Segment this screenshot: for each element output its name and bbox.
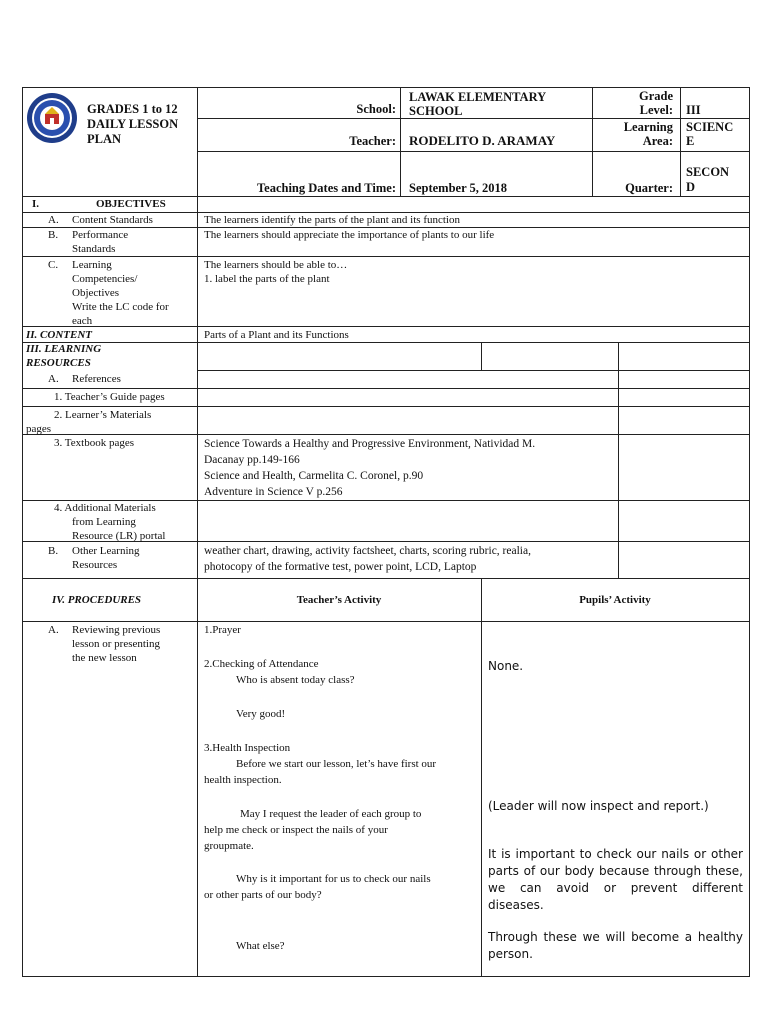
teacher-what-else: What else? [236,940,285,952]
table-right-border [749,87,750,977]
competencies-value-line2: 1. label the parts of the plant [204,273,330,285]
references-label: References [72,373,121,385]
objectives-number: I. [32,198,40,210]
teacher-attendance: 2.Checking of Attendance [204,658,319,670]
content-value: Parts of a Plant and its Functions [204,329,349,341]
dates-value: September 5, 2018 [409,181,508,195]
grade-label-line1: Grade [638,89,673,103]
row-divider [22,578,750,579]
header-column-divider [592,87,593,196]
procedure-a-line3: the new lesson [72,652,137,664]
teacher-request-line3: groupmate. [204,840,254,852]
other-resources-value-line1: weather chart, drawing, activity factsheet, charts, scoring rubric, realia, [204,545,531,557]
teacher-request-line1: May I request the leader of each group to [240,808,422,820]
teachers-activity-column-header: Teacher’s Activity [296,594,382,606]
teacher-prayer: 1.Prayer [204,624,241,636]
content-heading: II. CONTENT [26,329,93,341]
deped-seal-logo [26,92,78,144]
plan-title-line2: DAILY LESSON [87,117,179,131]
teacher-before-line2: health inspection. [204,774,282,786]
performance-letter: B. [48,229,59,241]
textbook-line2: Dacanay pp.149-166 [204,454,300,466]
school-value-line1: LAWAK ELEMENTARY [409,90,547,104]
content-standards-value: The learners identify the parts of the plant and its function [204,214,460,226]
procedures-heading: IV. PROCEDURES [52,594,142,606]
row-divider [22,326,750,327]
header-row-divider [197,118,750,119]
teacher-value: RODELITO D. ARAMAY [409,133,556,148]
other-resources-line2: Resources [72,559,118,571]
other-resources-letter: B. [48,545,59,557]
competencies-line2: Competencies/ [72,273,138,285]
competencies-line1: Learning [72,259,112,271]
header-column-divider [680,87,681,196]
competencies-value-line1: The learners should be able to… [204,259,348,271]
pupils-leader-report: (Leader will now inspect and report.) [488,799,709,813]
row-divider [22,434,750,435]
area-value-line2: E [686,134,695,148]
competencies-line5: each [72,315,93,327]
content-standards-label: Content Standards [72,214,153,226]
pupils-through-answer: Through these we will become a healthy person. [488,930,743,961]
teacher-before-line1: Before we start our lesson, let’s have first our [236,758,437,770]
resources-heading-line2: RESOURCES [26,357,91,369]
teacher-why-line2: or other parts of our body? [204,889,322,901]
competencies-line4: Write the LC code for [72,301,169,313]
row-divider [22,621,750,622]
quarter-value-line2: D [686,180,696,194]
plan-title-line3: PLAN [87,132,122,146]
school-label: School: [356,102,396,116]
additional-materials-line2: from Learning [72,516,136,528]
performance-label-line2: Standards [72,243,116,255]
resources-heading-line1: III. LEARNING [26,343,102,355]
textbook-line1: Science Towards a Healthy and Progressive Environment, Natividad M. [204,438,536,450]
row-divider [22,342,750,343]
teacher-health-inspection: 3.Health Inspection [204,742,291,754]
plan-title-line1: GRADES 1 to 12 [87,102,178,116]
pupils-none: None. [488,659,524,673]
textbook-line3: Science and Health, Carmelita C. Coronel, p.90 [204,470,424,482]
header-row-divider [197,151,750,152]
procedure-a-line1: Reviewing previous [72,624,161,636]
teacher-label: Teacher: [349,134,396,148]
row-divider [22,256,750,257]
table-bottom-border [22,976,750,977]
teacher-very-good: Very good! [236,708,286,720]
learners-materials-label-line2: pages [26,423,52,435]
dates-label: Teaching Dates and Time: [256,181,396,195]
column-divider [618,342,619,578]
table-top-border [22,87,750,88]
area-label-line2: Area: [642,134,673,148]
references-letter: A. [48,373,59,385]
row-divider [197,370,750,371]
objectives-heading: OBJECTIVES [96,198,166,210]
school-value-line2: SCHOOL [409,104,463,118]
other-resources-line1: Other Learning [72,545,140,557]
teachers-guide-label: 1. Teacher’s Guide pages [54,391,165,403]
textbook-label: 3. Textbook pages [54,437,134,449]
area-label-line1: Learning [623,120,673,134]
teacher-why-line1: Why is it important for us to check our nails [236,873,431,885]
other-resources-value-line2: photocopy of the formative test, power point, LCD, Laptop [204,561,477,573]
procedure-a-letter: A. [48,624,59,636]
column-divider [481,342,482,370]
performance-label-line1: Performance [72,229,129,241]
additional-materials-line3: Resource (LR) portal [72,530,166,542]
content-standards-letter: A. [48,214,59,226]
area-value-line1: SCIENC [686,120,734,134]
teacher-absent-question: Who is absent today class? [236,674,355,686]
textbook-line4: Adventure in Science V p.256 [204,486,343,498]
teacher-request-line2: help me check or inspect the nails of your [204,824,388,836]
procedure-a-line2: lesson or presenting [72,638,160,650]
header-column-divider [400,87,401,196]
column-divider [197,87,198,977]
row-divider [22,388,750,389]
learners-materials-label-line1: 2. Learner’s Materials [54,409,152,421]
grade-value: III [686,103,701,117]
column-divider [481,578,482,977]
table-left-border [22,87,23,977]
competencies-line3: Objectives [72,287,120,299]
pupils-important-answer: It is important to check our nails or other parts of our body because through these, we can avoid or prevent different diseases. [488,847,743,912]
additional-materials-line1: 4. Additional Materials [54,502,156,514]
grade-label-line2: Level: [639,103,673,117]
row-divider [22,406,750,407]
performance-value: The learners should appreciate the importance of plants to our life [204,229,495,241]
pupils-activity-column-header: Pupils’ Activity [579,594,651,606]
competencies-letter: C. [48,259,59,271]
quarter-value-line1: SECON [686,165,730,179]
quarter-label: Quarter: [625,181,673,195]
